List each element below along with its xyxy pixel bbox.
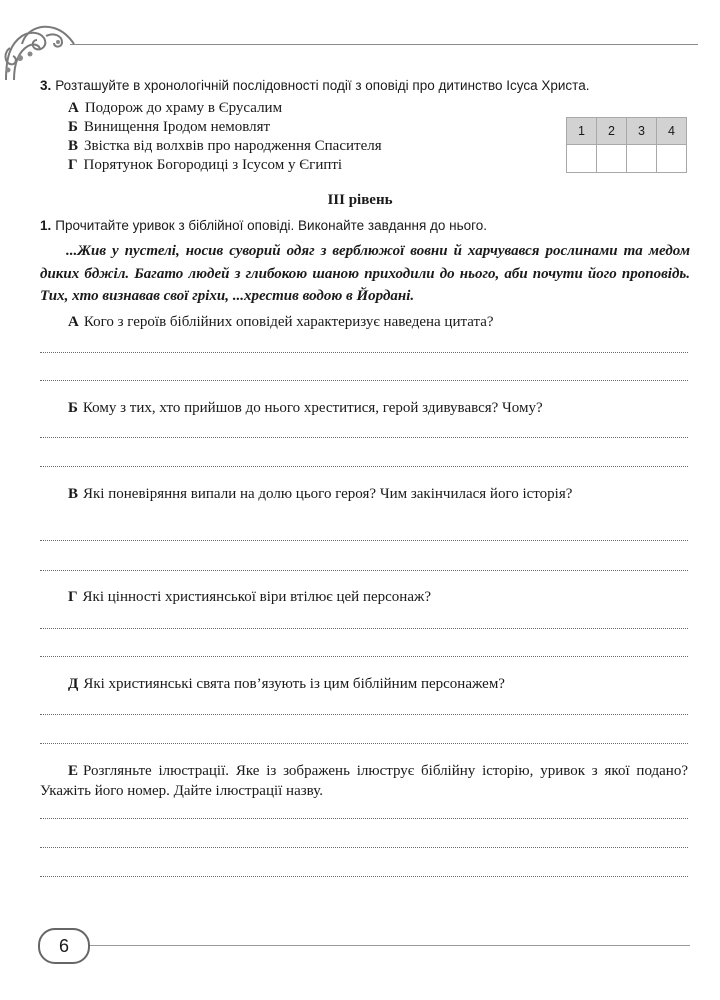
task-3-number: 3. <box>40 78 52 93</box>
question-text: Які поневіряння випали на долю цього героя? Чим закінчилася його історія? <box>83 486 573 502</box>
option-letter: Г <box>68 157 78 173</box>
answer-line[interactable] <box>40 714 688 715</box>
option-letter: В <box>68 138 79 154</box>
answer-line[interactable] <box>40 437 688 438</box>
table-header-cell: 2 <box>597 118 627 145</box>
footer-rule <box>86 945 690 946</box>
option-letter: Б <box>68 119 78 135</box>
question-text: Кого з героїв біблійних оповідей характеризує наведена цитата? <box>83 314 494 330</box>
option-letter: А <box>68 100 79 116</box>
question-letter: Г <box>68 589 78 605</box>
answer-line[interactable] <box>40 876 688 877</box>
option-text: Подорож до храму в Єрусалим <box>84 100 283 116</box>
question-b <box>40 398 688 418</box>
question-letter: В <box>68 486 79 502</box>
answer-line[interactable] <box>40 656 688 657</box>
answer-line[interactable] <box>40 466 688 467</box>
option-g <box>68 157 342 174</box>
answer-line[interactable] <box>40 818 688 819</box>
answer-line[interactable] <box>40 570 688 571</box>
table-header-cell: 1 <box>567 118 597 145</box>
task-1-instruction: Прочитайте уривок з біблійної оповіді. Виконайте завдання до нього. <box>55 218 488 233</box>
question-text: Які християнські свята пов’язують із цим біблійним персонажем? <box>83 676 505 692</box>
answer-cell[interactable] <box>627 145 657 173</box>
task-1-header <box>40 218 487 233</box>
question-letter: Е <box>68 763 79 779</box>
option-a <box>68 100 282 117</box>
answer-line[interactable] <box>40 743 688 744</box>
answer-cell[interactable] <box>597 145 627 173</box>
task-1-number: 1. <box>40 218 52 233</box>
question-letter: Д <box>68 676 79 692</box>
question-text: Кому з тих, хто прийшов до нього хреститися, герой здивувався? Чому? <box>82 400 543 416</box>
table-header-cell: 3 <box>627 118 657 145</box>
bible-quote: ...Жив у пустелі, носив суворий одяг з верблюжої вовни й харчувався рослинами та медом диких бджіл. Багато людей з глибокою шаною приходили до нього, аби почути його проповідь. Тих, хто визнавав свої гріхи, ...хрестив водою в Йордані. <box>40 243 690 304</box>
table-header-cell: 4 <box>657 118 687 145</box>
header-rule <box>70 44 698 45</box>
answer-line[interactable] <box>40 540 688 541</box>
answer-sequence-table <box>566 117 687 173</box>
question-text: Які цінності християнської віри втілює цей персонаж? <box>82 589 431 605</box>
level-title: ІІІ рівень <box>327 192 393 208</box>
question-text: Розгляньте ілюстрації. Яке із зображень ілюструє біблійну історію, уривок з якої подано? Укажіть його номер. Дайте ілюстрації назву. <box>40 763 688 799</box>
task-3-header <box>40 78 589 93</box>
question-a <box>40 312 688 332</box>
option-b <box>68 119 270 136</box>
option-text: Порятунок Богородиці з Ісусом у Єгипті <box>83 157 343 173</box>
question-e <box>40 761 688 801</box>
question-v <box>40 484 688 504</box>
answer-line[interactable] <box>40 628 688 629</box>
option-v <box>68 138 382 155</box>
question-d <box>40 674 688 694</box>
answer-cell[interactable] <box>657 145 687 173</box>
question-letter: Б <box>68 400 78 416</box>
question-g <box>40 587 688 607</box>
task-3-instruction: Розташуйте в хронологічній послідовності події з оповіді про дитинство Ісуса Христа. <box>55 78 590 93</box>
option-text: Звістка від волхвів про народження Спасителя <box>84 138 382 154</box>
answer-line[interactable] <box>40 380 688 381</box>
page-number: 6 <box>38 928 90 964</box>
question-letter: А <box>68 314 79 330</box>
answer-line[interactable] <box>40 847 688 848</box>
answer-cell[interactable] <box>567 145 597 173</box>
answer-line[interactable] <box>40 352 688 353</box>
option-text: Винищення Іродом немовлят <box>83 119 271 135</box>
